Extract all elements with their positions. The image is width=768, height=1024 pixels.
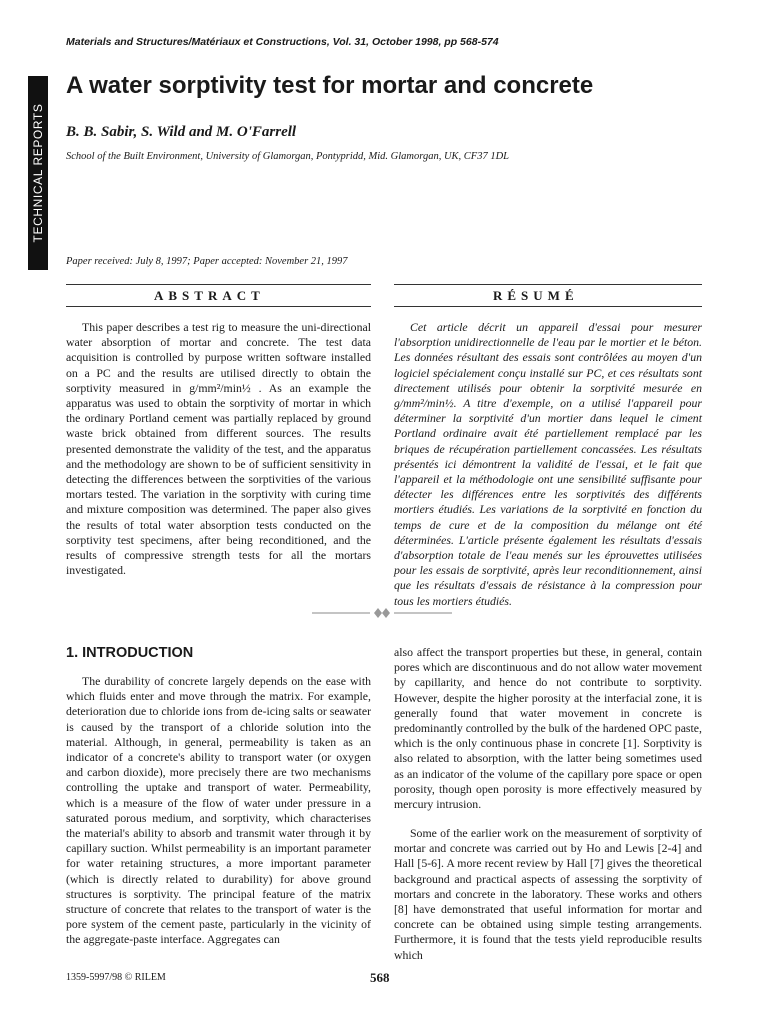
abstract-rule-top [66,284,371,285]
intro-left-column: The durability of concrete largely depends on the ease with which fluids enter and move through the matrix. For example, deterioration due to chloride ions from de-icing salts or seawater is caused by the transport of a chloride solution into the material. Although, in general, permeability is taken as an indicator of a concrete's ability to transport water (or oxygen and carbon dioxide), more precisely there are two mechanisms controlling the uptake and transport of water. Permeability, which is a measure of the flow of water under pressure in a saturated porous medium, and sorptivity, which characterises the material's ability to absorb and transmit water through it by capillary suction. Whilst permeability is an important parameter for water retaining structures, a more important parameter (which is directly related to durability) for above ground structures is sorptivity. The principal feature of the matrix structure of concrete that relates to the transport of water is the pore system of the cement paste, particularly in the vicinity of the aggregate-paste interface. Aggregates can [66,674,371,947]
section-heading-introduction: 1. INTRODUCTION [66,645,194,661]
article-authors: B. B. Sabir, S. Wild and M. O'Farrell [66,124,297,140]
abstract-rule-bottom [66,306,371,307]
journal-citation: Materials and Structures/Matériaux et Constructions, Vol. 31, October 1998, pp 568-574 [66,36,499,48]
abstract-heading: ABSTRACT [154,288,265,303]
paper-dates: Paper received: July 8, 1997; Paper accepted: November 21, 1997 [66,256,348,267]
intro-right-paragraph-1: also affect the transport properties but these, in general, contain pores which are discontinuous and do not allow water movement by capillarity, and hence do not contribute to sorptivity. However, despite the higher porosity at the interfacial zone, it is generally found that water movement in concrete is predominantly controlled by the bulk of the hardened OPC paste, which is the only continuous phase in concrete [1]. Sorptivity is also related to absorption, with the latter being sometimes used as an indicator of the volume of the capillary pore space or open porosity, though open porosity is more effectively measured by mercury intrusion. [394,645,702,812]
article-title: A water sorptivity test for mortar and concrete [66,72,594,99]
page-number: 568 [370,970,390,985]
resume-text: Cet article décrit un appareil d'essai pour mesurer l'absorption unidirectionnelle de l'eau par le mortier et le béton. Les données résultant des essais sont contrôlées au moyen d'un logiciel spécialement conçu installé sur PC, et ces résultats sont directement utilisés pour obtenir la sorptivité mesurée en g/mm²/min½. A titre d'exemple, on a utilisé l'appareil pour déterminer la sorptivité d'un mortier dans lequel le ciment Portland ordinaire avait été partiellement remplacé par les briques de récupération partiellement concassées. Les résultats présentés ici démontrent la validité de l'essai, et le fait que l'appareil et la méthodologie ont une sensibilité suffisante pour détecter les différences entre les sorptivités des différents mortiers étudiés. Les variations de la sorptivité en fonction du temps de cure et de la composition du mélange ont été déterminées. L'article présente également les résultats d'essais d'absorption totale de l'eau menés sur les éprouvettes utilisées pour les essais de sorptivité, après leur reconditionnement, ainsi que les résultats d'essais de résistance à la compression pour tous les mortiers étudiés. [394,320,702,608]
abstract-text: This paper describes a test rig to measure the uni-directional water absorption of mortar and concrete. The test data acquisition is controlled by purpose written software installed on a PC and the results are utilised directly to obtain the sorptivity measured in g/mm²/min½ . As an example the apparatus was used to obtain the sorptivity of mortar in which the ordinary Portland cement was partially replaced by ground waste brick obtained from different sources. The results presented demonstrate the validity of the test, and the apparatus and the methodology are shown to be of sufficient sensitivity in detecting the differences between the sorptivities of the various mortars tested. The variation in the sorptivity with curing time and mixture composition was determined. The paper also gives the results of total water absorption tests conducted on the sorptivity test specimens, after being reconditioned, and the results of compressive strength tests for all the mortars investigated. [66,320,371,578]
section-divider-ornament [312,605,452,621]
intro-right-paragraph-2: Some of the earlier work on the measurement of sorptivity of mortar and concrete was carried out by Ho and Lewis [2-4] and Hall [5-6]. A more recent review by Hall [7] gives the theoretical background and practical aspects of assessing the sorptivity of mortars and concrete in the laboratory. These works and others [8] have demonstrated that useful information for mortar and concrete can be obtained using simple testing arrangements. Furthermore, it is found that the tests yield reproducible results which [394,826,702,962]
issn-copyright: 1359-5997/98 © RILEM [66,972,166,983]
side-tab-label: TECHNICAL REPORTS [31,103,45,243]
resume-rule-top [394,284,702,285]
resume-rule-bottom [394,306,702,307]
author-affiliation: School of the Built Environment, University of Glamorgan, Pontypridd, Mid. Glamorgan, UK, CF37 1DL [66,151,510,162]
section-side-tab [28,76,48,270]
resume-heading: RÉSUMÉ [493,288,579,303]
